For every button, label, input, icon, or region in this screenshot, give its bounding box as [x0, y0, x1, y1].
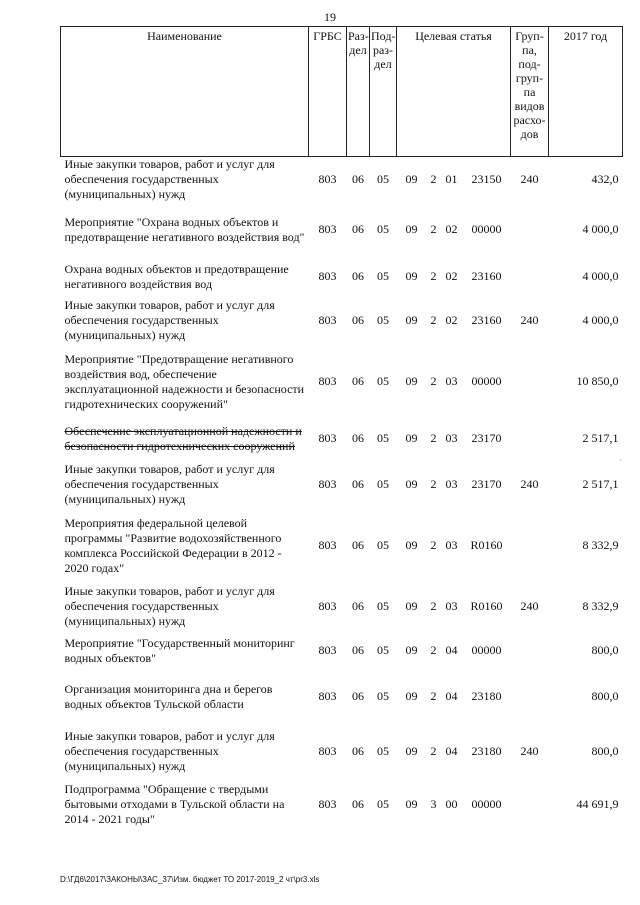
grbs-cell: 803	[318, 599, 337, 613]
direction-code-cell: 23160	[471, 313, 502, 327]
measure-code-cell: 02	[445, 222, 458, 236]
direction-code-cell: 23180	[471, 689, 502, 703]
grbs-cell: 803	[318, 477, 337, 491]
expense-type-cell: 240	[520, 599, 539, 613]
amount-cell: 800,0	[591, 643, 619, 657]
row-name-cell: Организация мониторинга дна и берегов водных объектов Тульской области	[64, 681, 273, 711]
amount-cell: 44 691,9	[576, 797, 619, 811]
table-row	[61, 157, 623, 203]
subprogram-code-cell: 2	[430, 643, 437, 657]
podrazdel-cell: 05	[377, 643, 389, 657]
razdel-cell: 06	[352, 744, 364, 758]
subprogram-code-cell: 3	[430, 797, 437, 811]
measure-code-cell: 04	[445, 643, 458, 657]
direction-code-cell: 00000	[471, 222, 502, 236]
amount-cell: 4 000,0	[582, 222, 619, 236]
grbs-cell: 803	[318, 172, 337, 187]
expense-type-cell: 240	[520, 172, 539, 187]
razdel-cell: 06	[352, 431, 364, 445]
grbs-cell: 803	[318, 374, 337, 388]
header-razdel: Раз- дел	[347, 27, 370, 157]
direction-code-cell: R0160	[470, 538, 503, 552]
table-row	[61, 345, 623, 419]
podrazdel-cell: 05	[377, 689, 389, 703]
measure-code-cell: 03	[445, 431, 458, 445]
expense-type-cell	[511, 633, 549, 669]
measure-code-cell: 03	[445, 599, 458, 613]
direction-code-cell: R0160	[470, 599, 503, 613]
razdel-cell: 06	[352, 797, 364, 811]
razdel-cell: 06	[352, 313, 364, 327]
podrazdel-cell: 05	[377, 797, 389, 811]
podrazdel-cell: 05	[377, 374, 389, 388]
expense-type-cell: 240	[520, 313, 539, 327]
amount-cell: 4 000,0	[582, 269, 619, 283]
amount-cell: 2 517,1	[582, 431, 619, 445]
razdel-cell: 06	[352, 222, 364, 236]
table-row	[61, 779, 623, 831]
program-code-cell: 09	[405, 599, 418, 613]
measure-code-cell: 04	[445, 744, 458, 758]
razdel-cell: 06	[352, 599, 364, 613]
row-name-cell: Охрана водных объектов и предотвращение негативного воздействия вод	[64, 261, 289, 291]
podrazdel-cell: 05	[377, 538, 389, 552]
table-row	[61, 669, 623, 725]
subprogram-code-cell: 2	[430, 744, 437, 758]
amount-cell: 8 332,9	[582, 599, 619, 613]
subprogram-code-cell: 2	[430, 431, 437, 445]
subprogram-code-cell: 2	[430, 313, 437, 327]
measure-code-cell: 04	[445, 689, 458, 703]
page-number: 19	[324, 10, 336, 24]
subprogram-code-cell: 2	[430, 222, 437, 236]
table-row	[61, 725, 623, 779]
direction-code-cell: 23180	[471, 744, 502, 758]
measure-code-cell: 00	[445, 797, 458, 811]
program-code-cell: 09	[405, 689, 418, 703]
measure-code-cell: 03	[445, 538, 458, 552]
amount-cell: 800,0	[591, 689, 619, 703]
row-name-cell: Мероприятия федеральной целевой программы "Развитие водохозяйственного комплекса Российской Федерации в 2012 - 2020 годах"	[64, 515, 282, 575]
razdel-cell: 06	[352, 538, 364, 552]
amount-cell: 432,0	[591, 172, 619, 187]
podrazdel-cell: 05	[377, 269, 389, 283]
row-name-cell: Иные закупки товаров, работ и услуг для обеспечения государственных (муниципальных) нужд	[64, 157, 275, 202]
grbs-cell: 803	[318, 744, 337, 758]
direction-code-cell: 00000	[471, 643, 502, 657]
grbs-cell: 803	[318, 797, 337, 811]
subprogram-code-cell: 2	[430, 374, 437, 388]
measure-code-cell: 03	[445, 477, 458, 491]
expense-type-cell	[511, 669, 549, 725]
direction-code-cell: 00000	[471, 374, 502, 388]
subprogram-code-cell: 2	[430, 172, 437, 187]
razdel-cell: 06	[352, 689, 364, 703]
table-row	[61, 511, 623, 581]
amount-cell: 2 517,1	[582, 477, 619, 491]
table-row	[61, 581, 623, 633]
podrazdel-cell: 05	[377, 222, 389, 236]
header-year: 2017 год	[549, 27, 623, 157]
header-podrazdel: Под- раз- дел	[370, 27, 397, 157]
podrazdel-cell: 05	[377, 599, 389, 613]
header-expense-group: Груп- па, под- груп- па видов расхо- дов	[511, 27, 549, 157]
program-code-cell: 09	[405, 477, 418, 491]
direction-code-cell: 23160	[471, 269, 502, 283]
program-code-cell: 09	[405, 431, 418, 445]
grbs-cell: 803	[318, 538, 337, 552]
podrazdel-cell: 05	[377, 172, 389, 187]
program-code-cell: 09	[405, 172, 418, 187]
amount-cell: 800,0	[591, 744, 619, 758]
measure-code-cell: 01	[445, 172, 458, 187]
row-name-cell: Мероприятие "Предотвращение негативного воздействия вод, обеспечение эксплуатационной надежности и безопасности гидротехнических сооружений"	[64, 351, 305, 411]
expense-type-cell	[511, 419, 549, 459]
table-body	[61, 157, 623, 831]
table-row	[61, 257, 623, 297]
amount-cell: 10 850,0	[576, 374, 619, 388]
stray-mark: ·	[619, 456, 622, 465]
podrazdel-cell: 05	[377, 431, 389, 445]
row-name-cell: Иные закупки товаров, работ и услуг для обеспечения государственных (муниципальных) нужд	[64, 298, 275, 342]
program-code-cell: 09	[405, 538, 418, 552]
file-path-footer: D:\ГД6\2017\ЗАКОНЫ\ЗАС_37\Изм. бюджет ТО 2017-2019_2 чт\pr3.xls	[60, 875, 320, 884]
row-name-cell: Иные закупки товаров, работ и услуг для обеспечения государственных (муниципальных) нужд	[64, 729, 275, 773]
table-row	[61, 297, 623, 345]
row-name-cell: Иные закупки товаров, работ и услуг для обеспечения государственных (муниципальных) нужд	[64, 462, 275, 506]
podrazdel-cell: 05	[377, 744, 389, 758]
program-code-cell: 09	[405, 797, 418, 811]
expense-type-cell: 240	[520, 477, 539, 491]
direction-code-cell: 00000	[471, 797, 502, 811]
measure-code-cell: 02	[445, 269, 458, 283]
razdel-cell: 06	[352, 477, 364, 491]
razdel-cell: 06	[352, 269, 364, 283]
grbs-cell: 803	[318, 643, 337, 657]
subprogram-code-cell: 2	[430, 538, 437, 552]
budget-table	[60, 26, 623, 831]
grbs-cell: 803	[318, 313, 337, 327]
table-header	[61, 27, 623, 157]
subprogram-code-cell: 2	[430, 599, 437, 613]
razdel-cell: 06	[352, 374, 364, 388]
header-grbs: ГРБС	[309, 27, 347, 157]
expense-type-cell	[511, 511, 549, 581]
expense-type-cell	[511, 203, 549, 257]
program-code-cell: 09	[405, 269, 418, 283]
subprogram-code-cell: 2	[430, 269, 437, 283]
table-row	[61, 459, 623, 511]
measure-code-cell: 02	[445, 313, 458, 327]
table-row	[61, 203, 623, 257]
podrazdel-cell: 05	[377, 313, 389, 327]
program-code-cell: 09	[405, 374, 418, 388]
grbs-cell: 803	[318, 222, 337, 236]
program-code-cell: 09	[405, 643, 418, 657]
expense-type-cell: 240	[520, 744, 539, 758]
row-name-cell: Обеспечение эксплуатационной надежности и безопасности гидротехнических сооружений	[64, 423, 302, 453]
program-code-cell: 09	[405, 744, 418, 758]
table-row	[61, 633, 623, 669]
direction-code-cell: 23170	[471, 431, 502, 445]
direction-code-cell: 23170	[471, 477, 502, 491]
table-row	[61, 419, 623, 459]
row-name-cell: Мероприятие "Государственный мониторинг водных объектов"	[64, 635, 295, 665]
grbs-cell: 803	[318, 269, 337, 283]
expense-type-cell	[511, 345, 549, 419]
amount-cell: 8 332,9	[582, 538, 619, 552]
expense-type-cell	[511, 779, 549, 831]
header-name: Наименование	[61, 27, 309, 157]
subprogram-code-cell: 2	[430, 477, 437, 491]
amount-cell: 4 000,0	[582, 313, 619, 327]
direction-code-cell: 23150	[471, 172, 502, 187]
expense-type-cell	[511, 257, 549, 297]
razdel-cell: 06	[352, 172, 364, 187]
subprogram-code-cell: 2	[430, 689, 437, 703]
row-name-cell: Подпрограмма "Обращение с твердыми бытовыми отходами в Тульской области на 2014 - 2021 годы"	[64, 782, 285, 826]
podrazdel-cell: 05	[377, 477, 389, 491]
row-name-cell: Иные закупки товаров, работ и услуг для обеспечения государственных (муниципальных) нужд	[64, 584, 275, 628]
razdel-cell: 06	[352, 643, 364, 657]
header-target-article: Целевая статья	[397, 27, 511, 157]
grbs-cell: 803	[318, 689, 337, 703]
program-code-cell: 09	[405, 222, 418, 236]
grbs-cell: 803	[318, 431, 337, 445]
measure-code-cell: 03	[445, 374, 458, 388]
row-name-cell: Мероприятие "Охрана водных объектов и предотвращение негативного воздействия вод"	[64, 214, 305, 244]
program-code-cell: 09	[405, 313, 418, 327]
